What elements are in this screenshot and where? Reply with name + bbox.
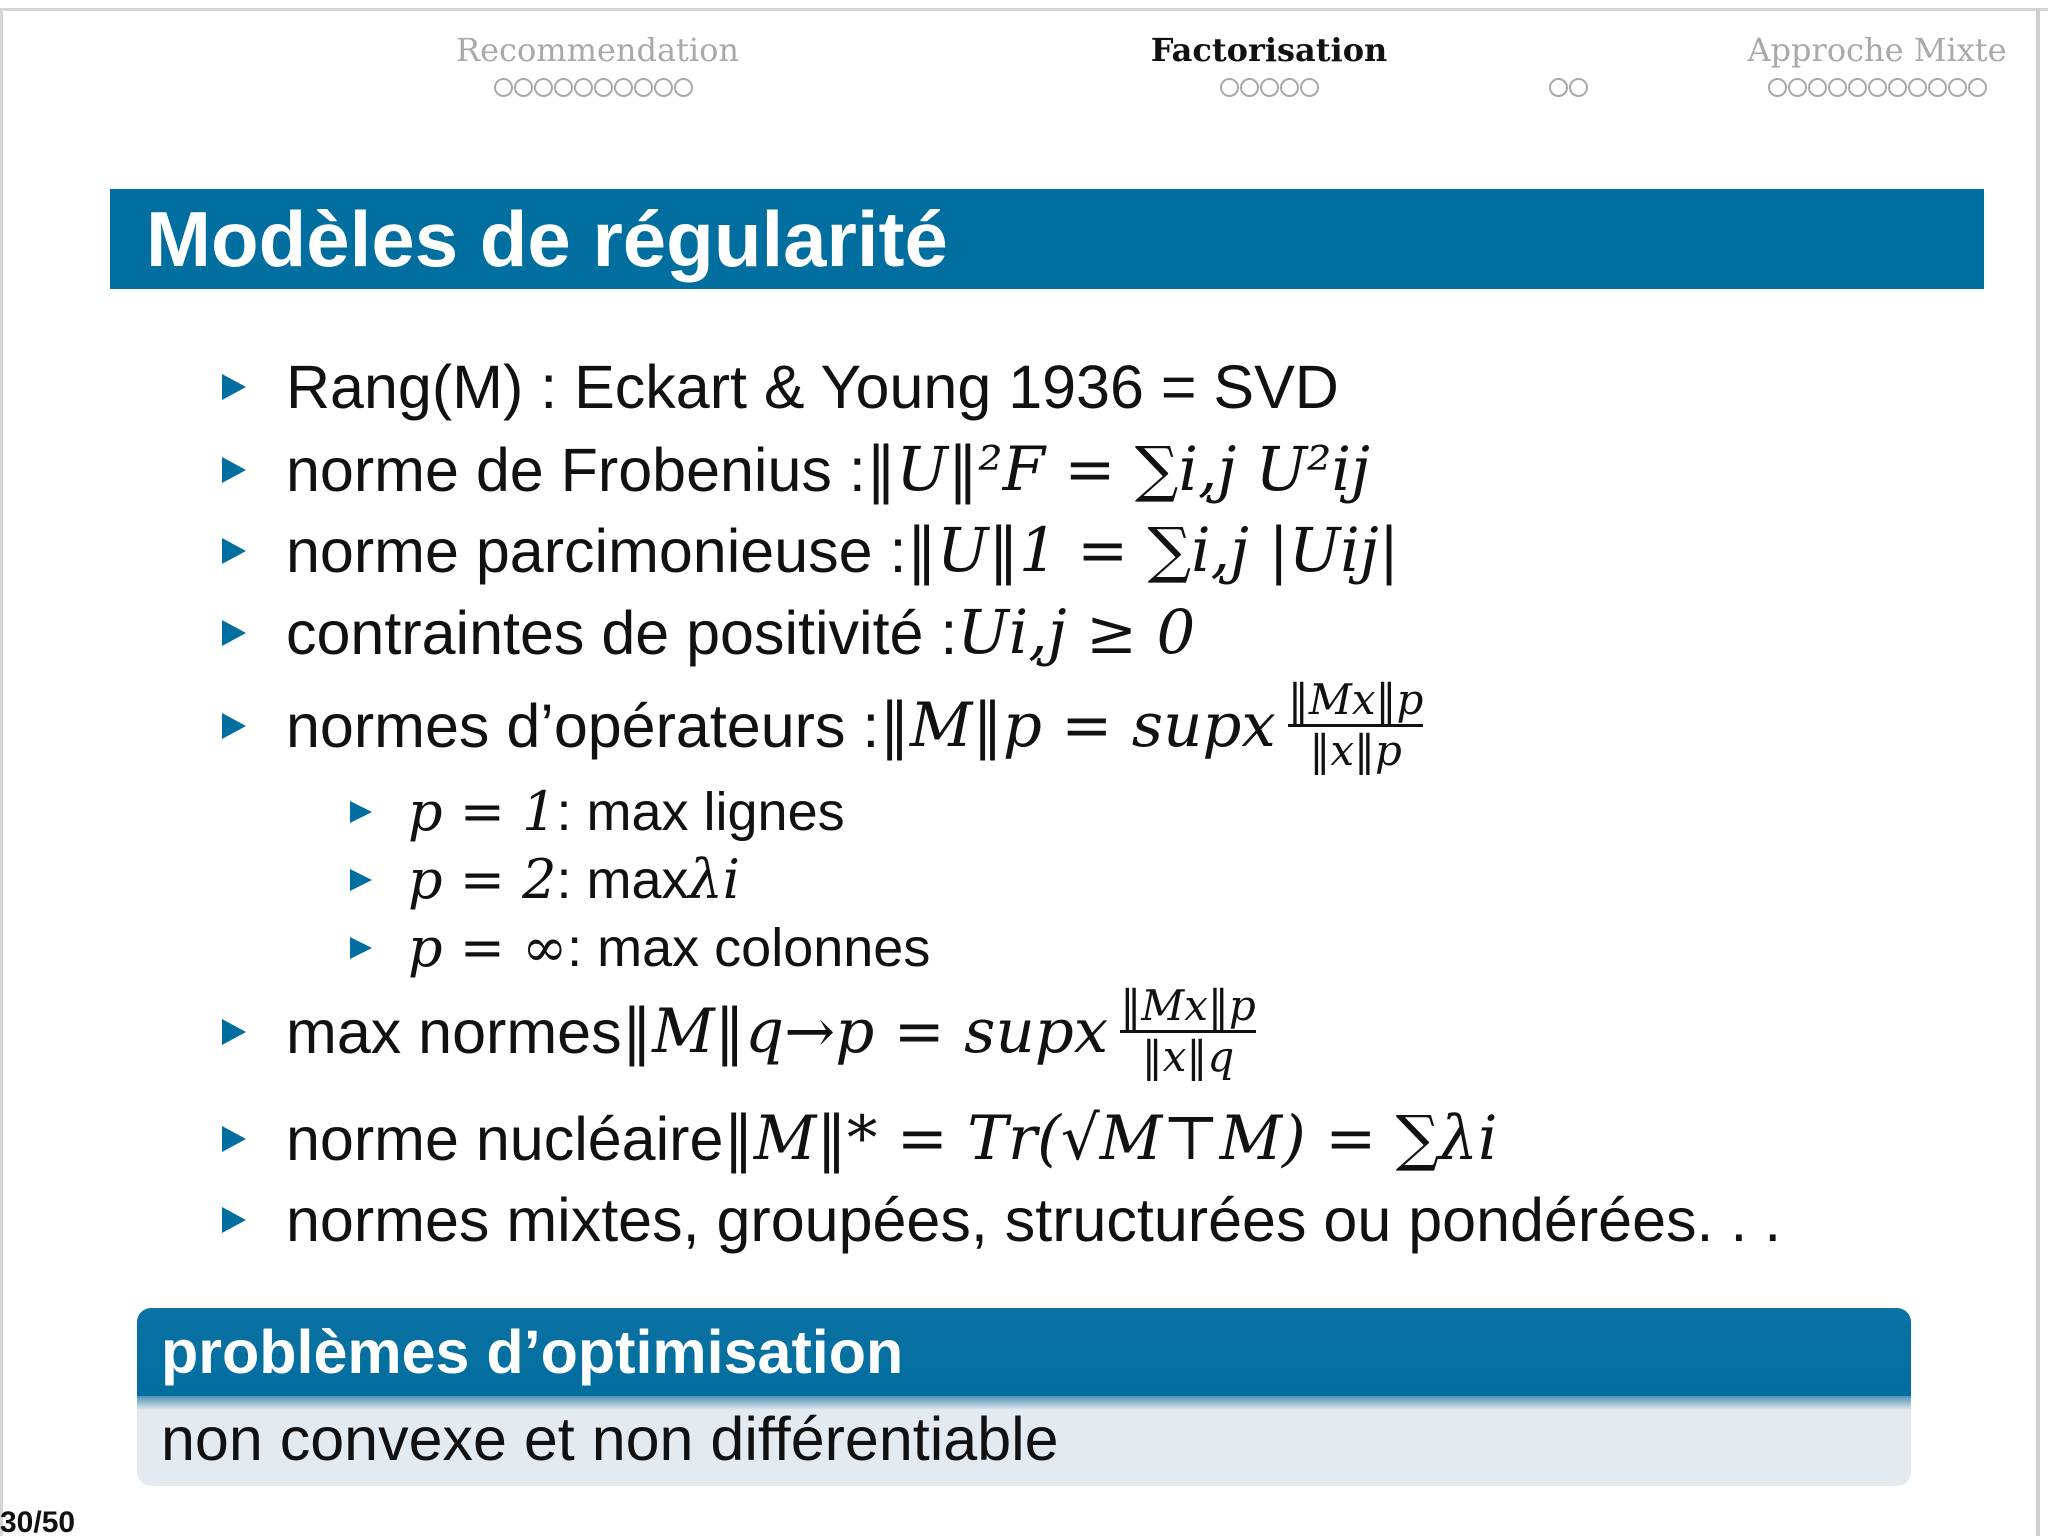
nav-title[interactable]: Approche Mixte [1747, 31, 2007, 69]
frame-left-border [0, 8, 3, 1536]
bullet-text: normes mixtes, groupées, structurées ou pondérées. . . [286, 1186, 1782, 1254]
frame-top-border [0, 8, 2048, 11]
nav-section-recommendation[interactable] [456, 28, 739, 97]
bullet-math: p = 2 [408, 848, 557, 911]
nav-dot[interactable] [514, 78, 533, 97]
nav-section-unnamed[interactable] [1538, 28, 1598, 97]
nav-dot[interactable] [1768, 78, 1787, 97]
bullet-text: norme de Frobenius : [286, 435, 866, 504]
nav-dot[interactable] [654, 78, 673, 97]
nav-dot[interactable] [1260, 78, 1279, 97]
bullet-arrow-icon [222, 1207, 246, 1233]
bullet-text: : max lignes [556, 781, 845, 842]
nav-section-factorisation[interactable] [1137, 28, 1401, 97]
fraction-numerator: ‖Mx‖p [1120, 981, 1256, 1030]
nav-section-approche-mixte[interactable] [1746, 28, 2008, 97]
bullet-text: contraintes de positivité : [286, 598, 958, 667]
bullet-text: norme nucléaire [286, 1104, 724, 1173]
nav-title[interactable]: Recommendation [456, 31, 739, 69]
frame-right-border [2036, 8, 2040, 1536]
bullet-math: Ui,j ≥ 0 [957, 597, 1196, 668]
nav-dot[interactable] [1868, 78, 1887, 97]
nav-dot[interactable] [1928, 78, 1947, 97]
bullet-max-normes [222, 982, 1256, 1081]
bullet-text: norme parcimonieuse : [286, 516, 907, 585]
block-body: non convexe et non différentiable [161, 1405, 1059, 1473]
nav-dot[interactable] [1888, 78, 1907, 97]
nav-dot[interactable] [1788, 78, 1807, 97]
nav-dot[interactable] [1948, 78, 1967, 97]
nav-dot[interactable] [574, 78, 593, 97]
bullet-math: p = 1 [408, 780, 557, 843]
bullet-arrow-icon [222, 374, 246, 400]
sub-bullet-arrow-icon [350, 869, 372, 891]
nav-title[interactable] [1538, 28, 1598, 72]
nav-dots [1746, 78, 2008, 97]
bullet-mixtes [222, 1185, 1781, 1255]
bullet-text: : max [556, 849, 689, 910]
alert-block [137, 1308, 1911, 1486]
bullet-math-tail: λi [688, 848, 741, 911]
bullet-math: ‖M‖* = Tr(√M⊤M) = ∑λi [723, 1103, 1498, 1174]
frame-title: Modèles de régularité [146, 195, 948, 283]
fraction [1288, 676, 1424, 775]
bullet-arrow-icon [222, 620, 246, 646]
bullet-arrow-icon [222, 713, 246, 739]
nav-dot[interactable] [494, 78, 513, 97]
fraction [1120, 982, 1256, 1081]
nav-dot[interactable] [1280, 78, 1299, 97]
nav-dot[interactable] [1569, 78, 1588, 97]
nav-dot[interactable] [594, 78, 613, 97]
block-title: problèmes d’optimisation [137, 1308, 1911, 1396]
nav-dot[interactable] [1240, 78, 1259, 97]
fraction-denominator: ‖x‖p [1309, 726, 1402, 775]
bullet-text: : max colonnes [567, 917, 931, 978]
bullet-arrow-icon [222, 457, 246, 483]
bullet-math: ‖M‖q→p = supx [621, 996, 1109, 1067]
bullet-math: ‖U‖²F = ∑i,j U²ij [865, 434, 1370, 505]
bullet-rang [222, 352, 1339, 422]
nav-dot[interactable] [554, 78, 573, 97]
nav-dots [1538, 78, 1598, 97]
bullet-frobenius [222, 434, 1370, 505]
bullet-arrow-icon [222, 1019, 246, 1045]
nav-dots [1137, 78, 1401, 97]
fraction-numerator: ‖Mx‖p [1287, 675, 1424, 724]
nav-dot[interactable] [1300, 78, 1319, 97]
bullet-text: normes d’opérateurs : [286, 691, 880, 760]
nav-dot[interactable] [634, 78, 653, 97]
bullet-nucleaire [222, 1103, 1497, 1174]
page-number: 30/50 [0, 1506, 76, 1539]
bullet-operateurs [222, 676, 1423, 775]
bullet-parcimonieuse [222, 515, 1399, 586]
bullet-arrow-icon [222, 1126, 246, 1152]
bullet-text: max normes [286, 997, 622, 1066]
nav-dot[interactable] [1848, 78, 1867, 97]
sub-bullet-p2 [350, 848, 740, 911]
sub-bullet-arrow-icon [350, 937, 372, 959]
sub-bullet-pinf [350, 916, 930, 979]
nav-dot[interactable] [674, 78, 693, 97]
bullet-text: Rang(M) : Eckart & Young 1936 = SVD [286, 353, 1339, 421]
nav-dot[interactable] [1220, 78, 1239, 97]
nav-dot[interactable] [1828, 78, 1847, 97]
frame-title-bar [110, 189, 1984, 289]
bullet-math: ‖M‖p = supx [879, 690, 1276, 761]
nav-dot[interactable] [1908, 78, 1927, 97]
bullet-math: ‖U‖1 = ∑i,j |Uij| [906, 515, 1400, 586]
nav-title[interactable]: Factorisation [1150, 31, 1388, 69]
bullet-positivite [222, 597, 1195, 668]
nav-dot[interactable] [534, 78, 553, 97]
fraction-denominator: ‖x‖q [1141, 1032, 1235, 1081]
nav-dot[interactable] [1549, 78, 1568, 97]
sub-bullet-arrow-icon [350, 801, 372, 823]
nav-dot[interactable] [1808, 78, 1827, 97]
nav-dot[interactable] [1968, 78, 1987, 97]
bullet-math: p = ∞ [408, 916, 568, 979]
nav-dot[interactable] [614, 78, 633, 97]
nav-dots [456, 78, 730, 97]
sub-bullet-p1 [350, 780, 845, 843]
bullet-arrow-icon [222, 538, 246, 564]
